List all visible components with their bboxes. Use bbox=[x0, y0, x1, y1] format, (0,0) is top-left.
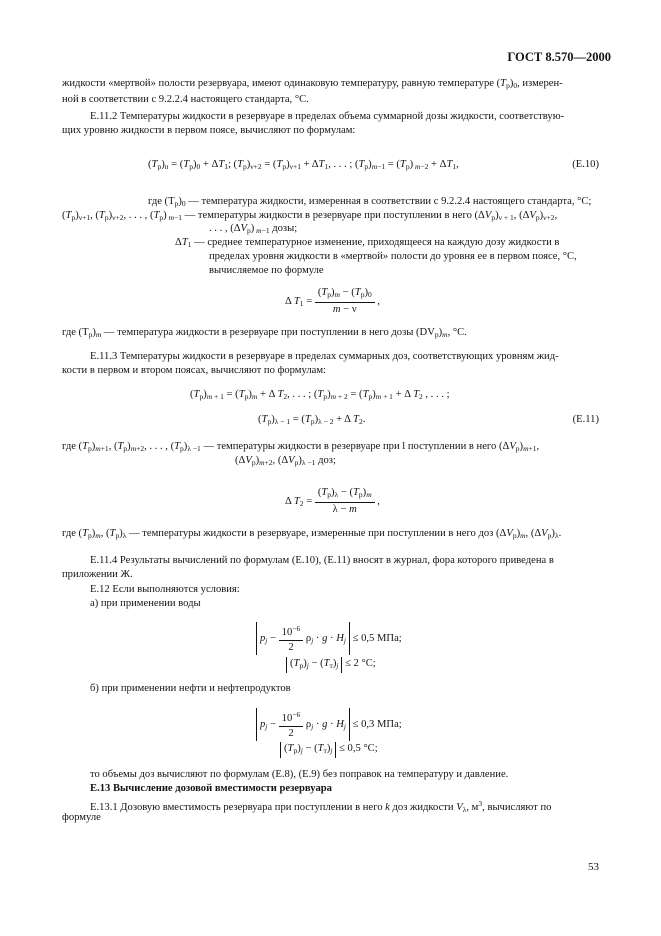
text-line: , измерен- bbox=[517, 78, 563, 89]
text-line: Е.11.4 Результаты вычислений по формулам (Е.10), (Е.11) вносят в журнал, фора которого приведена в bbox=[90, 555, 554, 566]
formula-dt2: Δ $T_2$ = $\frac{(T_р)_\lambda - (T_р)_m}{\lambda - m}$ , bbox=[285, 487, 380, 515]
text-line: то объемы доз вычисляют по формулам (Е.8), (Е.9) без поправок на температуру и давление. bbox=[90, 769, 509, 780]
where-tm1: где $(T_р)_{m+1}$, $(T_р)_{m+2}$, . . . , $(T_р)_{\lambda -1}$ — температуры жидкости в резервуаре при l поступлении в него $(\Delta V_р)_{m+1}$, bbox=[62, 441, 540, 453]
section-e12: Е.12 Если выполняются условия: bbox=[90, 584, 240, 595]
condition-water-temp: $(T_р)_j - (T_т)_j \le 2$ °С; bbox=[286, 657, 376, 673]
equation-number: (Е.10) bbox=[572, 159, 599, 170]
text-line: ной в соответствии с 9.2.2.4 настоящего стандарта, °С. bbox=[62, 94, 309, 105]
text-line: жидкости «мертвой» полости резервуара, имеют одинаковую температуру, равную температуре bbox=[62, 78, 494, 89]
where-tv-cont: . . . , $(\Delta V_р)$ $_{m-1}$ дозы; bbox=[209, 223, 298, 235]
text-line: вычисляемое по формуле bbox=[209, 265, 324, 276]
paragraph-continuation: жидкости «мертвой» полости резервуара, имеют одинаковую температуру, равную температуре $(T_р)_0$, измерен- ной в соответствии с 9.2.2.4 настоящего стандарта, °С. bbox=[62, 77, 600, 107]
where-tm: где $(T_р)_m$ — температура жидкости в резервуаре при поступлении в него дозы $(DV_р)_m$, °С. bbox=[62, 327, 467, 339]
list-item: б) при применении нефти и нефтепродуктов bbox=[90, 683, 291, 694]
text-line: Е.11.2 Температуры жидкости в резервуаре в пределах объема суммарной дозы жидкости, соответствую- bbox=[90, 111, 565, 122]
section-e13-1-cont bbox=[62, 811, 600, 825]
text-line: формуле bbox=[62, 812, 101, 823]
section-e11-2 bbox=[62, 110, 600, 124]
condition-oil-pressure: $p_j$ − $\frac{10^{-6}}{2}$ $\rho_j \cdot g \cdot H_j \le 0,3$ МПа; bbox=[256, 708, 402, 741]
document-id: ГОСТ 8.570—2000 bbox=[507, 50, 611, 64]
where-tm1-cont: $(\Delta V_р)_{m+2}$, $(\Delta V_р)_{\lambda -1}$ доз; bbox=[235, 455, 336, 467]
section-e11-4 bbox=[62, 554, 600, 568]
section-title-e13: Е.13 Вычисление дозовой вместимости резервуара bbox=[90, 783, 332, 794]
text-line: щих уровню жидкости в первом поясе, вычисляют по формулам: bbox=[62, 125, 356, 136]
where-t2: где $(T_р)_m$, $(T_р)_\lambda$ — температуры жидкости в резервуаре, измеренные при поступлении в него доз $(\Delta V_р)_m$, $(\Delta V_р)_\lambda$. bbox=[62, 528, 562, 540]
text-line: Е.11.3 Температуры жидкости в резервуаре в пределах суммарных доз, соответствующих уровням жид- bbox=[90, 351, 559, 362]
formula-e11-line2: $(T_р)_{\lambda - 1} = (T_р)_{\lambda - 2} + \Delta$ $T_2$. bbox=[258, 414, 366, 426]
condition-water-pressure: $p_j$ − $\frac{10^{-6}}{2}$ $\rho_j \cdot g \cdot H_j \le 0,5$ МПа; bbox=[256, 622, 402, 655]
text-line: приложении Ж. bbox=[62, 569, 133, 580]
list-item: а) при применении воды bbox=[90, 598, 201, 609]
page-number: 53 bbox=[588, 861, 599, 873]
section-e11-3 bbox=[62, 350, 600, 364]
formula-dt1: Δ $T_1$ = $\frac{(T_р)_m - (T_р)_0}{m - \nu}$ , bbox=[285, 287, 381, 315]
condition-oil-temp: $(T_р)_j - (T_т)_j \le 0,5$ °С; bbox=[280, 742, 378, 758]
formula-e10: $(T_р)_n = (T_р)_0 + \Delta T_1$; $(T_р)_{\nu+2} = (T_р)_{\nu+1} + \Delta T_1$, . . . ; $(T_р)_{m-1} = (T_р) _{m-2} + \Delta T_1$, bbox=[148, 159, 459, 171]
formula-e11-line1: $(T_р)_{m + 1} = (T_р)_m + \Delta$ $T_2$, . . . ; $(T_р)_{m + 2} = (T_р)_{m + 1} + \Delta$ $T_2$ , . . . ; bbox=[190, 389, 450, 401]
section-e13-1: Е.13.1 Дозовую вместимость резервуара при поступлении в него k доз жидкости $V_\lambda$, $м^3$, вычисляют по bbox=[90, 799, 552, 814]
where-tv: $(T_р)_{\nu+1}$, $(T_р)_{\nu+2}$, . . . , $(T_р)$ $_{m-1}$ — температуры жидкости в резервуаре при поступлении в него $(\Delta V_р)_{\nu + 1}$, $(\Delta V_р)_{\nu+2}$, bbox=[62, 210, 558, 222]
text-line: пределах уровня жидкости в «мертвой» полости до уровня ее в первом поясе, °С, bbox=[209, 251, 577, 262]
section-e11-4-cont bbox=[62, 568, 600, 582]
section-e11-2-cont bbox=[62, 124, 600, 138]
text-line: кости в первом и втором поясах, вычисляют по формулам: bbox=[62, 365, 326, 376]
where-t0: где $(T_р)_0$ — температура жидкости, измеренная в соответствии с 9.2.2.4 настоящего стандарта, °С; bbox=[148, 196, 592, 208]
equation-number: (Е.11) bbox=[572, 414, 599, 425]
where-dt1: $\Delta T_1$ — среднее температурное изменение, приходящееся на каждую дозу жидкости в bbox=[175, 237, 560, 249]
section-e11-3-cont bbox=[62, 364, 600, 378]
